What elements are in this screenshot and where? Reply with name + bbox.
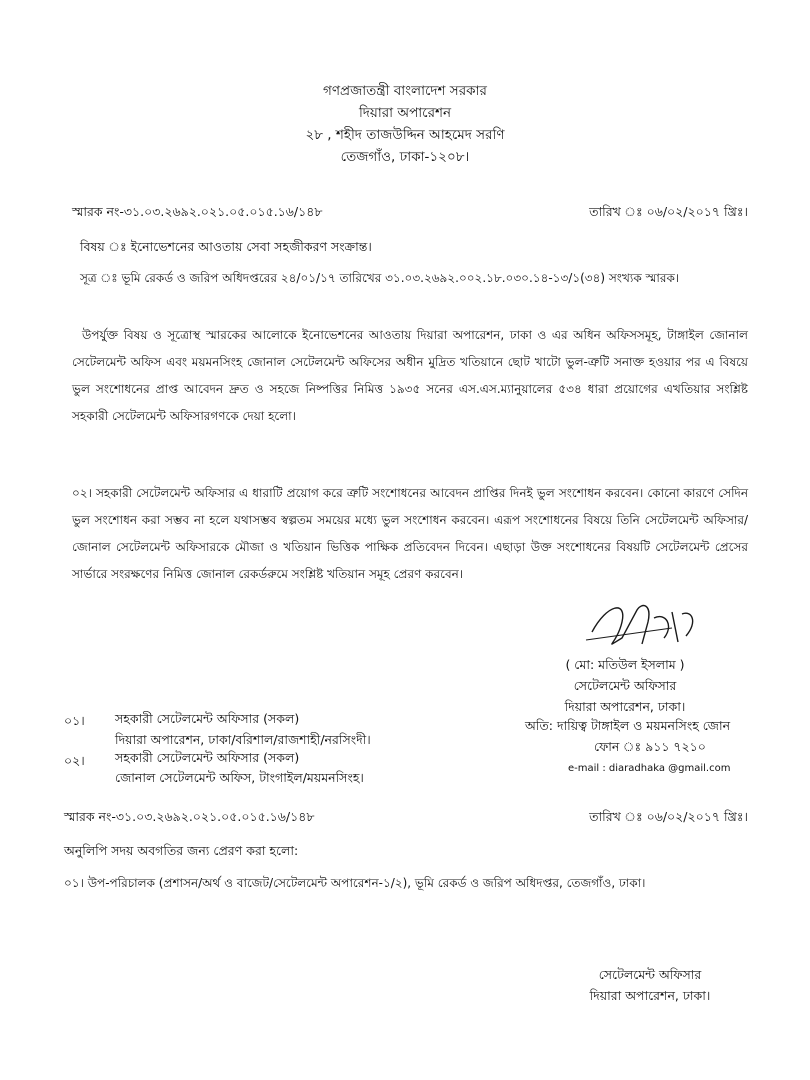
memo-date-copy: তারিখ ঃ ০৬/০২/২০১৭ খ্রিঃ। (589, 809, 748, 824)
signatory-designation: সেটেলমেন্ট অফিসার (573, 678, 677, 693)
signatory-office: দিয়ারা অপারেশন, ঢাকা। (564, 699, 686, 714)
signatory-email: e-mail : diaradhaka @gmail.com (568, 763, 731, 774)
reference-line: সূত্র ঃ ভূমি রেকর্ড ও জরিপ অধিদপ্তরের ২৪/০১/১৭ তারিখের ৩১.০৩.২৬৯২.০০২.১৮.০৩০.১৪-১৩/১(৩৪) সংখ্যক স্মারক। (80, 271, 680, 285)
recipient-line: সহকারী সেটেলমেন্ট অফিসার (সকল) (115, 750, 300, 765)
bottom-designation: সেটেলমেন্ট অফিসার (598, 967, 702, 982)
body-paragraph-2: ০২। সহকারী সেটেলমেন্ট অফিসার এ ধারাটি প্রয়োগ করে ত্রুটি সংশোধনের আবেদন প্রাপ্তির দিনই ভুল সংশোধন করবেন। কোনো কারণে সেদিন ভুল সংশোধন করা সম্ভব না হলে যথাসম্ভব স্বল্পতম সময়ের মধ্যে ভুল সংশোধন করবেন। এরূপ সংশোধনের বিষয়ে তিনি সেটেলমেন্ট অফিসার/ জোনাল সেটেলমেন্ট অফিসারকে মৌজা ও খতিয়ান ভিত্তিক পাক্ষিক প্রতিবেদন দিবেন। এছাড়া উক্ত সংশোধনের বিষয়টি সেটেলমেন্ট প্রেসের সার্ভারে সংরক্ষণের নিমিত্ত জোনাল রেকর্ডরুমে সংশ্লিষ্ট খতিয়ান সমূহ প্রেরণ করবেন। (72, 486, 748, 581)
signatory-phone: ফোন ঃ ৯১১ ৭২১০ (594, 739, 706, 754)
signatory-name: ( মো: মতিউল ইসলাম ) (565, 657, 685, 672)
recipient-line: জোনাল সেটেলমেন্ট অফিস, টাংগাইল/ময়মনসিংহ। (115, 770, 364, 785)
memo-date: তারিখ ঃ ০৬/০২/২০১৭ খ্রিঃ। (589, 204, 748, 219)
recipient-number: ০১। (64, 713, 85, 728)
copy-intro: অনুলিপি সদয় অবগতির জন্য প্রেরণ করা হলো: (64, 843, 299, 858)
subject-line: বিষয় ঃ ইনোভেশনের আওতায় সেবা সহজীকরণ সংক্রান্ত। (80, 239, 372, 254)
govt-name: গণপ্রজাতন্ত্রী বাংলাদেশ সরকার (323, 83, 487, 99)
signatory-additional-charge: অতি: দায়িত্ব টাঙ্গাইল ও ময়মনসিংহ জোন (525, 718, 731, 733)
signature-scribble (582, 592, 702, 656)
recipient-line: দিয়ারা অপারেশন, ঢাকা/বরিশাল/রাজশাহী/নরসিংদী। (115, 732, 371, 747)
bottom-office: দিয়ারা অপারেশন, ঢাকা। (589, 988, 711, 1003)
bottom-signature-block (562, 964, 738, 1006)
signature-block (520, 654, 730, 717)
recipient-number: ০২। (64, 753, 85, 768)
copy-item: ০১। উপ-পরিচালক (প্রশাসন/অর্থ ও বাজেট/সেটেলমেন্ট অপারেশন-১/২), ভূমি রেকর্ড ও জরিপ অধিদপ্তর, তেজগাঁও, ঢাকা। (64, 876, 646, 890)
office-city: তেজগাঁও, ঢাকা-১২০৮। (340, 149, 470, 165)
office-name: দিয়ারা অপারেশন (358, 105, 452, 121)
memo-number-copy: স্মারক নং-৩১.০৩.২৬৯২.০২১.০৫.০১৫.১৬/১৪৮ (64, 809, 315, 824)
letterhead (0, 80, 810, 168)
office-address: ২৮ , শহীদ তাজউদ্দিন আহমেদ সরণি (305, 127, 505, 143)
recipient-line: সহকারী সেটেলমেন্ট অফিসার (সকল) (115, 711, 300, 726)
body-paragraph-1: উপর্যুক্ত বিষয় ও সূত্রোস্থ স্মারকের আলোকে ইনোভেশনের আওতায় দিয়ারা অপারেশন, ঢাকা ও এর অধিন অফিসসমূহ, টাঙ্গাইল জোনাল সেটেলমেন্ট অফিস এবং ময়মনসিংহ জোনাল সেটেলমেন্ট অফিসের অধীন মুদ্রিত খতিয়ানে ছোট খাটো ভুল-ত্রুটি সনাক্ত হওয়ার পর এ বিষয়ে ভুল সংশোধনের প্রাপ্ত আবেদন দ্রুত ও সহজে নিষ্পত্তির নিমিত্ত ১৯৩৫ সনের এস.এস.ম্যানুয়ালের ৫৩৪ ধারা প্রয়োগের এখতিয়ার সংশ্লিষ্ট সহকারী সেটেলমেন্ট অফিসারগণকে দেয়া হলো। (72, 328, 748, 423)
memo-number: স্মারক নং-৩১.০৩.২৬৯২.০২১.০৫.০১৫.১৬/১৪৮ (72, 204, 323, 219)
